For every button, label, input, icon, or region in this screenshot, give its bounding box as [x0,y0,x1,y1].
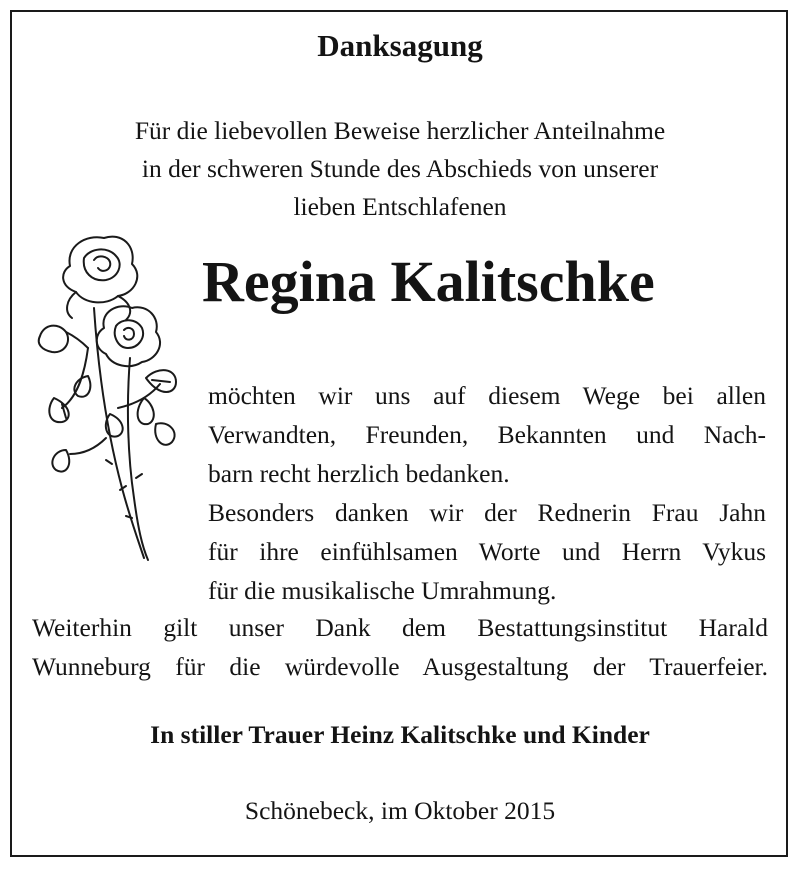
rose-illustration-icon [26,228,186,568]
intro-line: lieben Entschlafenen [293,192,507,221]
thanks-line: Verwandten, Freunden, Bekannten und Nach- [208,420,766,449]
deceased-name: Regina Kalitschke [202,249,655,314]
thanks-paragraph [208,376,766,610]
place-date: Schönebeck, im Oktober 2015 [244,796,556,825]
thanks-line: für die musikalische Umrahmung. [208,576,557,605]
thanks-line: Besonders danken wir der Rednerin Frau Jahn [208,498,766,527]
thanks-line: für ihre einfühlsamen Worte und Herrn Vykus [208,537,766,566]
thanks-line: möchten wir uns auf diesem Wege bei allen [208,381,766,410]
funeral-thanks-line: Wunneburg für die würdevolle Ausgestaltung der Trauerfeier. [32,652,768,681]
funeral-thanks-paragraph [32,608,768,686]
intro-line: in der schweren Stunde des Abschieds von unserer [141,154,659,183]
notice-heading: Danksagung [317,28,483,63]
funeral-thanks-line: Weiterhin gilt unser Dank dem Bestattungsinstitut Harald [32,613,768,642]
thanks-line: barn recht herzlich bedanken. [208,459,510,488]
signature: In stiller Trauer Heinz Kalitschke und Kinder [150,720,650,749]
intro-text [0,112,800,226]
intro-line: Für die liebevollen Beweise herzlicher Anteilnahme [134,116,666,145]
